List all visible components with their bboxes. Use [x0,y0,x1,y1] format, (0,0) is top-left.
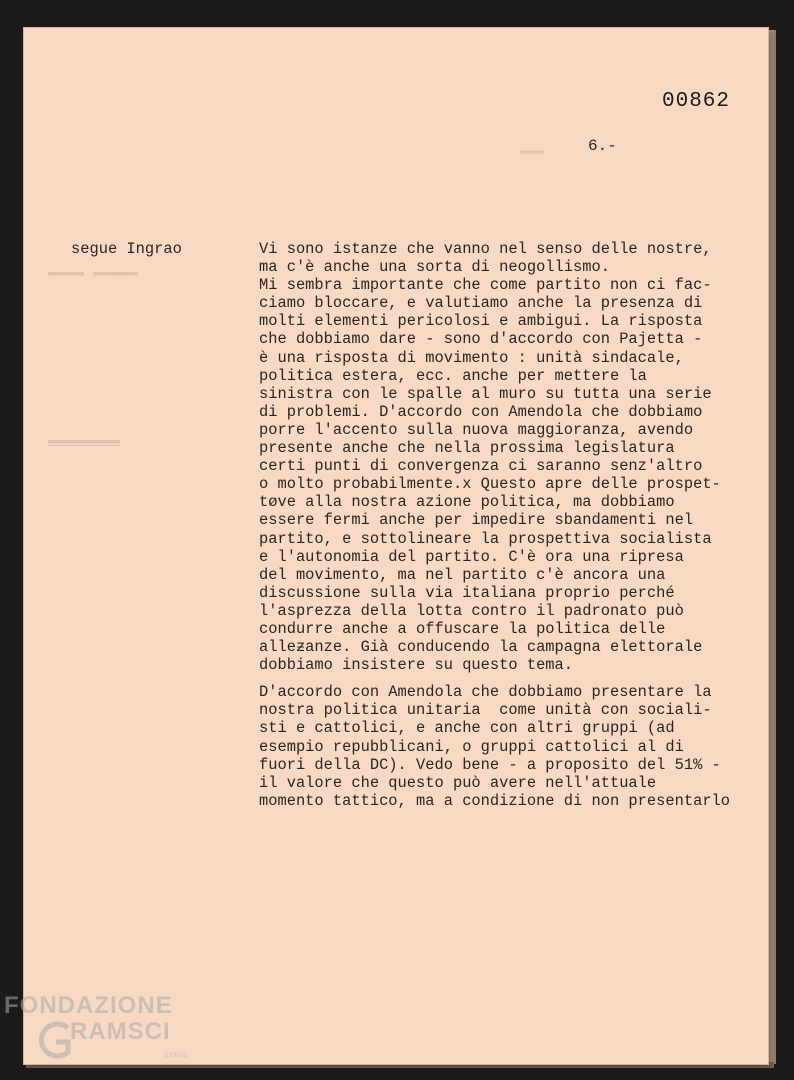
fondazione-gramsci-watermark [4,992,204,1072]
text-line: condurre anche a offuscare la politica delle [259,619,666,638]
text-line: discussione sulla via italiana proprio perché [259,583,675,602]
text-line: è una risposta di movimento : unità sindacale, [259,348,684,367]
text-line: di problemi. D'accordo con Amendola che dobbiamo [259,402,703,421]
text-line: Vi sono istanze che vanno nel senso delle nostre, [259,240,712,258]
text-line: molti elementi pericolosi e ambigui. La risposta [259,312,703,331]
text-line: alleƶanze. Già conducendo la campagna elettorale [259,638,703,657]
bleed-through-mark: ▬▬▬ [520,143,544,158]
text-line: sti e cattolici, e anche con altri gruppi (ad [259,719,675,738]
text-line: politica estera, ecc. anche per mettere la [259,366,647,385]
text-line: Mi sembra importante che come partito non ci fac- [259,276,712,295]
bleed-through-mark: ▬▬▬▬ ▬▬▬▬▬ [48,264,139,281]
text-line: l'asprezza della lotta contro il padronato può [259,601,684,620]
text-line: partito, e sottolineare la prospettiva socialista [259,529,712,548]
text-line: momento tattico, ma a condizione di non presentarlo [259,791,731,810]
text-line: dobbiamo insistere su questo tema. [259,656,574,675]
page-edge [768,30,776,1064]
speaker-label: segue Ingrao [71,240,182,258]
text-line: essere fermi anche per impedire sbandamenti nel [259,511,694,530]
text-line: D'accordo con Amendola che dobbiamo presentare la [259,683,712,702]
watermark-g-logo-icon [34,1012,74,1068]
text-line: esempio repubblicani, o gruppi cattolici al di [259,737,684,756]
text-line: che dobbiamo dare - sono d'accordo con Pajetta - [259,330,703,349]
text-line: nostra politica unitaria come unità con sociali- [259,701,712,720]
text-line: del movimento, ma nel partito c'è ancora una [259,565,666,584]
page-number: 6.- [588,137,617,155]
text-line: fuori della DC). Vedo bene - a proposito del 51% - [259,755,721,774]
paragraph [259,240,759,674]
text-line: presente anche che nella prossima legislatura [259,439,675,458]
archive-number-stamp: 00862 [662,90,731,113]
bleed-through-mark: ▬▬▬▬▬▬▬▬ [48,432,121,449]
text-line: ma c'è anche una sorta di neogollismo. [259,258,610,277]
text-line: tøve alla nostra azione politica, ma dobbiamo [259,493,675,512]
watermark-line-1: FONDAZIONE [4,992,173,1019]
text-line: ciamo bloccare, e valutiamo anche la presenza di [259,294,703,313]
text-line: e l'autonomia del partito. C'è ora una ripresa [259,547,684,566]
speech-body [259,240,759,810]
text-line: il valore che questo può avere nell'attuale [259,773,657,792]
watermark-subtext: onlus [164,1050,189,1059]
text-line: porre l'accento sulla nuova maggioranza, avendo [259,420,694,439]
watermark-line-2: RAMSCI [70,1018,171,1045]
text-line: certi punti di convergenza ci saranno senz'altro [259,457,703,476]
text-line: sinistra con le spalle al muro su tutta una serie [259,384,712,403]
text-line: o molto probabilmente.x Questo apre delle prospet- [259,475,721,494]
paragraph [259,683,759,810]
